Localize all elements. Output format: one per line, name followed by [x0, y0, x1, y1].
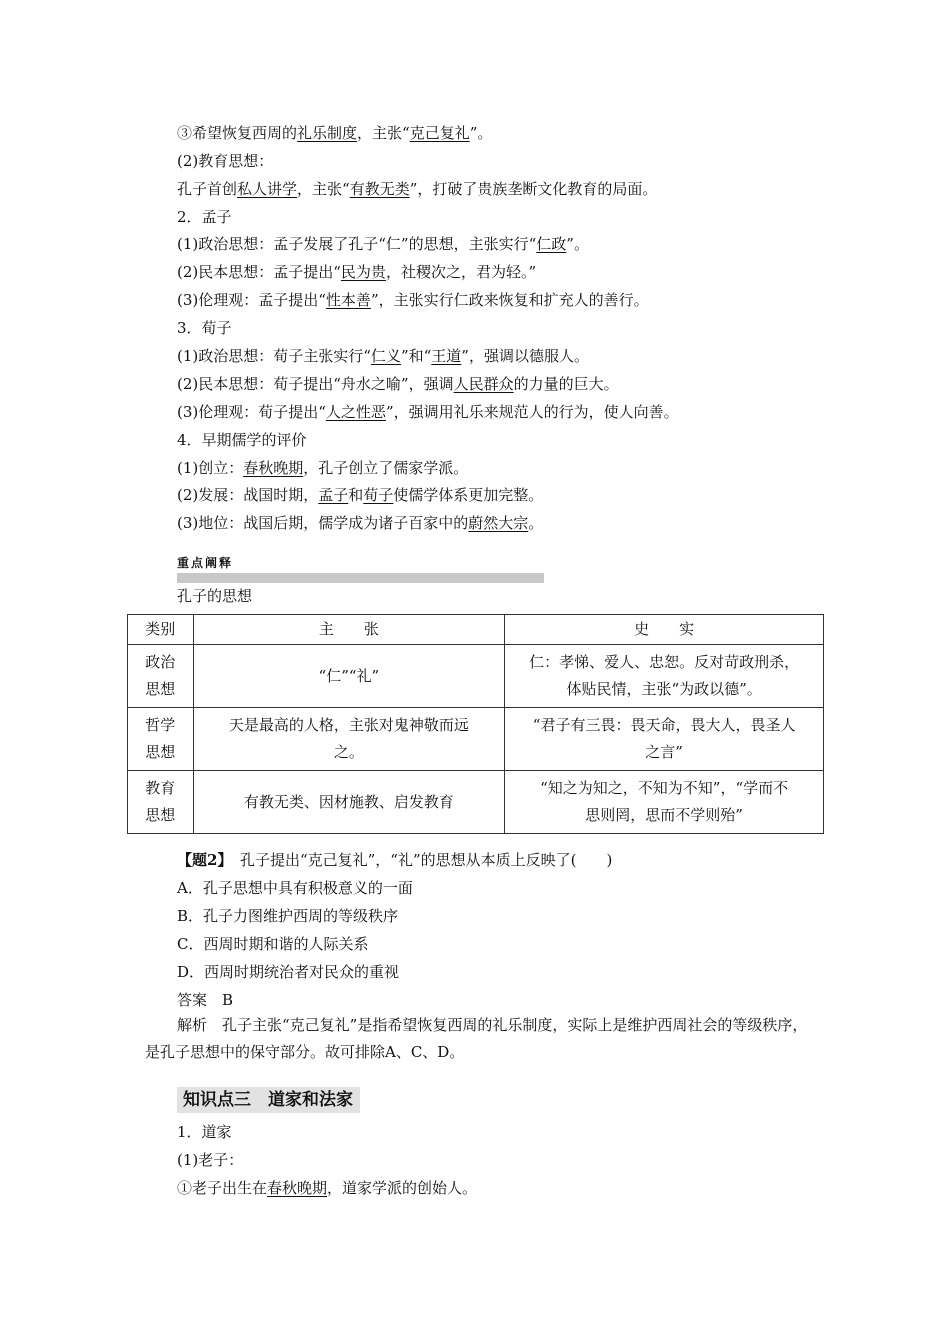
- text-segment: ，社稷次之，君为轻。”: [385, 263, 537, 281]
- table-cell: 仁：孝悌、爱人、忠恕。反对苛政刑杀， 体贴民情，主张“为政以德”。: [505, 645, 824, 708]
- table-cell: 政治 思想: [128, 645, 194, 708]
- text-segment: ，孔子创立了儒家学派。: [303, 459, 469, 477]
- underlined-term: 仁政: [536, 235, 567, 253]
- underlined-term: 人民群众: [453, 375, 514, 393]
- key-points-header: [177, 555, 544, 583]
- option-c: C．西周时期和谐的人际关系: [177, 935, 369, 953]
- heading-taoism: 1．道家: [177, 1123, 232, 1141]
- analysis-paragraph: 解析 孔子主张“克己复礼”是指希望恢复西周的礼乐制度，实际上是维护西周社会的等级秩序，是孔子思想中的保守部分。故可排除A、C、D。: [145, 1016, 808, 1061]
- table-cell: “仁”“礼”: [193, 645, 505, 708]
- option-a: A．孔子思想中具有积极意义的一面: [177, 879, 413, 897]
- text-segment: ”，强调以德服人。: [461, 347, 589, 365]
- table-header-row: [128, 615, 824, 645]
- text-segment: ③希望恢复西周的: [177, 124, 298, 142]
- underlined-term: 性本善: [325, 291, 371, 309]
- text-segment: ，主张“: [297, 180, 350, 198]
- text-segment: ，主张“: [357, 124, 410, 142]
- table-row: [128, 771, 824, 834]
- table-header-cell: 类别: [128, 615, 194, 645]
- text-line: [177, 290, 649, 310]
- text-segment: 和: [348, 486, 364, 504]
- text-segment: (3)伦理观：孟子提出“: [177, 291, 326, 309]
- key-points-title: 重点阐释: [177, 556, 234, 570]
- table-cell: 天是最高的人格，主张对鬼神敬而远 之。: [193, 708, 505, 771]
- text-line: [177, 402, 679, 422]
- text-segment: (3)地位：战国后期，儒学成为诸子百家中的: [177, 514, 469, 532]
- question-text: 孔子提出“克己复礼”，“礼”的思想从本质上反映了( ): [224, 851, 613, 869]
- underlined-term: 克己复礼: [409, 124, 470, 142]
- text-line: [177, 346, 589, 366]
- underlined-term: 私人讲学: [237, 180, 298, 198]
- table-header-cell: 史 实: [505, 615, 824, 645]
- text-segment: 使儒学体系更加完整。: [393, 486, 544, 504]
- table-cell: 有教无类、因材施教、启发教育: [193, 771, 505, 834]
- text-line: [177, 485, 543, 505]
- text-line: [177, 234, 589, 254]
- text-line: (1)老子：: [177, 1151, 244, 1169]
- text-line: (2)教育思想：: [177, 152, 274, 170]
- text-segment: (1)政治思想：荀子主张实行“: [177, 347, 371, 365]
- confucius-thought-table: [127, 614, 824, 834]
- underlined-term: 礼乐制度: [297, 124, 358, 142]
- text-segment: 孔子首创: [177, 180, 238, 198]
- text-segment: (3)伦理观：荀子提出“: [177, 403, 326, 421]
- text-line: [177, 458, 468, 478]
- text-segment: ”。: [566, 235, 589, 253]
- text-segment: (1)政治思想：孟子发展了孔子“仁”的思想，主张实行“: [177, 235, 537, 253]
- text-segment: ①老子出生在: [177, 1179, 268, 1197]
- text-line: [177, 1178, 477, 1198]
- text-line: [177, 513, 543, 533]
- table-cell: “君子有三畏：畏天命，畏大人，畏圣人 之言”: [505, 708, 824, 771]
- table-row: [128, 645, 824, 708]
- underlined-term: 春秋晚期: [267, 1179, 328, 1197]
- table-cell: 教育 思想: [128, 771, 194, 834]
- underlined-term: 人之性恶: [325, 403, 386, 421]
- text-segment: ”和“: [400, 347, 432, 365]
- option-d: D．西周时期统治者对民众的重视: [177, 963, 400, 981]
- text-segment: (2)民本思想：荀子提出“舟水之喻”，强调: [177, 375, 454, 393]
- section-title: 知识点三 道家和法家: [177, 1087, 360, 1113]
- answer-line: 答案 B: [177, 991, 234, 1009]
- text-line: [177, 179, 657, 199]
- question-stem: [177, 850, 612, 870]
- underlined-term: 荀子: [363, 486, 394, 504]
- table-row: [128, 708, 824, 771]
- key-points-divider: [177, 573, 544, 583]
- underlined-term: 仁义: [370, 347, 401, 365]
- text-segment: ，道家学派的创始人。: [327, 1179, 478, 1197]
- text-line: [177, 123, 492, 143]
- underlined-term: 王道: [431, 347, 462, 365]
- underlined-term: 有教无类: [349, 180, 410, 198]
- text-segment: (2)发展：战国时期，: [177, 486, 319, 504]
- text-line: [177, 262, 536, 282]
- table-header-cell: 主 张: [193, 615, 505, 645]
- option-b: B．孔子力图维护西周的等级秩序: [177, 907, 399, 925]
- text-line: [177, 374, 619, 394]
- table-cell: “知之为知之，不知为不知”，“学而不 思则罔，思而不学则殆”: [505, 771, 824, 834]
- text-segment: 。: [528, 514, 544, 532]
- underlined-term: 春秋晚期: [243, 459, 304, 477]
- table-caption: 孔子的思想: [177, 587, 253, 605]
- heading-evaluation: 4．早期儒学的评价: [177, 431, 307, 449]
- underlined-term: 蔚然大宗: [468, 514, 529, 532]
- question-label: 【题2】: [177, 851, 225, 869]
- text-segment: ”，打破了贵族垄断文化教育的局面。: [409, 180, 658, 198]
- text-segment: (2)民本思想：孟子提出“: [177, 263, 341, 281]
- text-segment: ”。: [469, 124, 493, 142]
- table-cell: 哲学 思想: [128, 708, 194, 771]
- text-segment: ”，主张实行仁政来恢复和扩充人的善行。: [370, 291, 649, 309]
- text-segment: ”，强调用礼乐来规范人的行为，使人向善。: [385, 403, 679, 421]
- heading-xunzi: 3．荀子: [177, 319, 232, 337]
- heading-mencius: 2．孟子: [177, 208, 232, 226]
- underlined-term: 民为贵: [340, 263, 386, 281]
- underlined-term: 孟子: [318, 486, 349, 504]
- text-segment: (1)创立：: [177, 459, 244, 477]
- text-segment: 的力量的巨大。: [513, 375, 619, 393]
